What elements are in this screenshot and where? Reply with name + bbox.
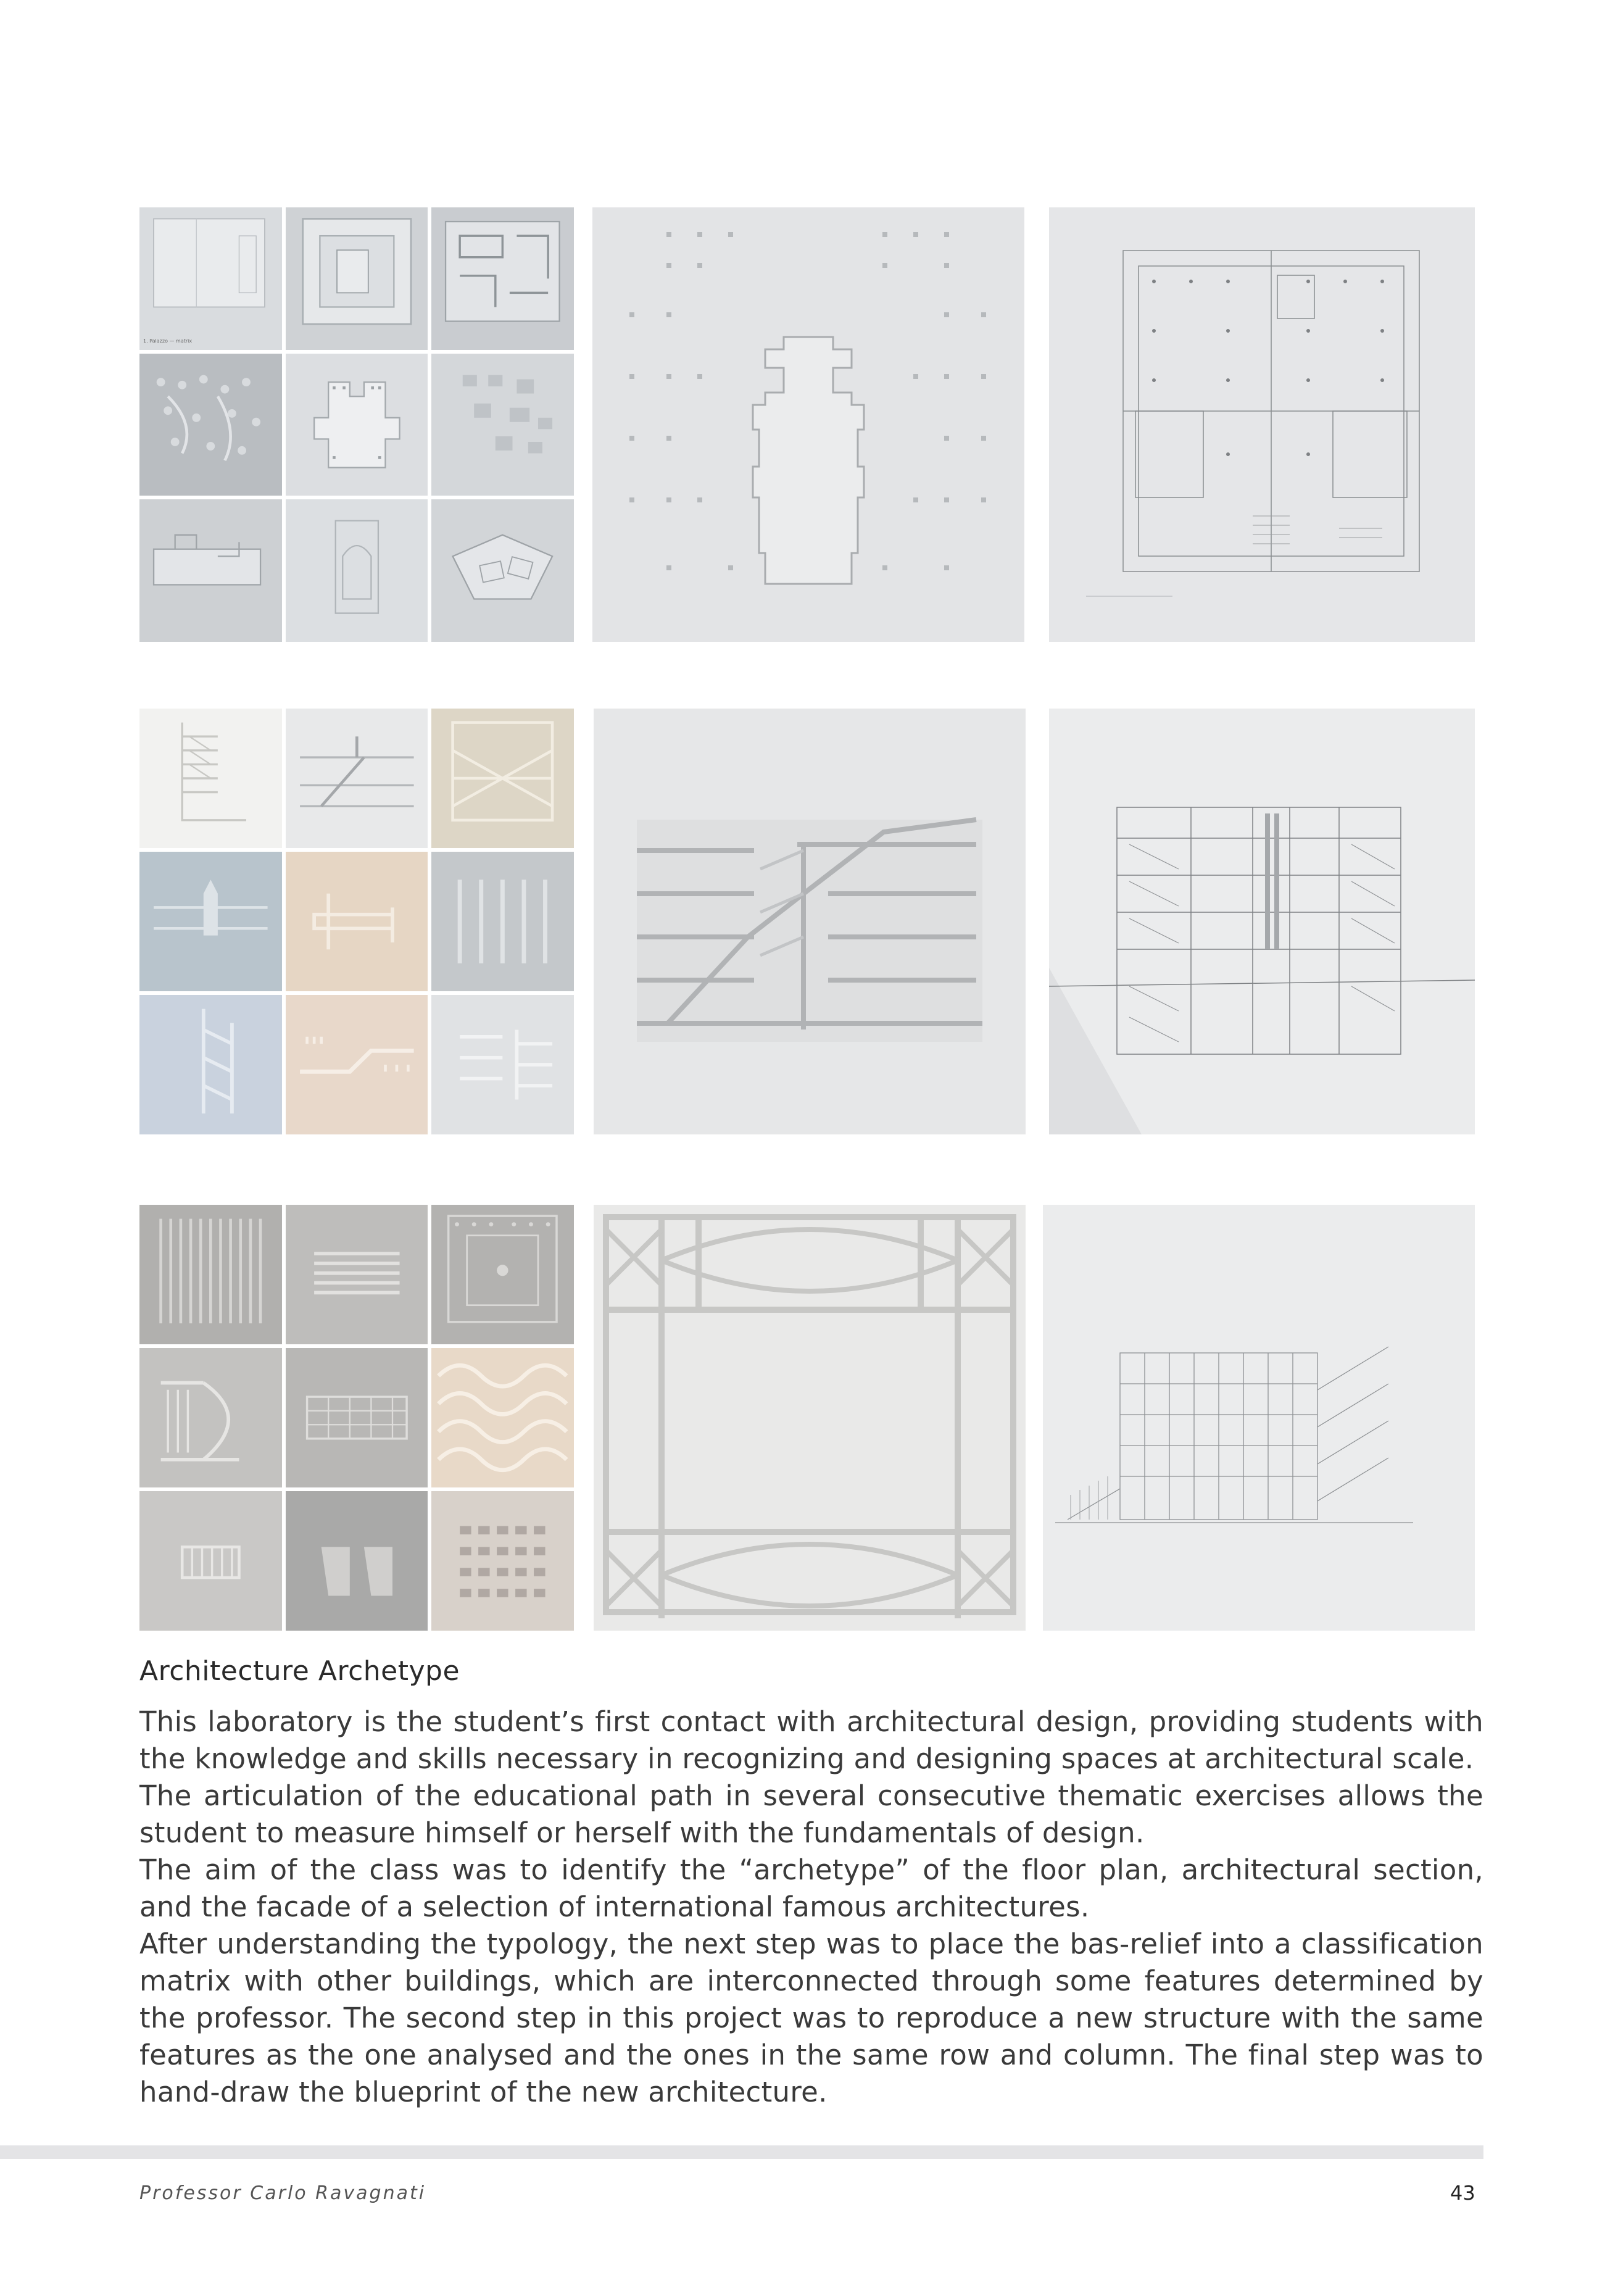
matrix-cell — [431, 1348, 574, 1487]
matrix-cell — [431, 499, 574, 642]
plan-bas-relief-model — [592, 207, 1024, 642]
matrix-cell — [431, 995, 574, 1134]
matrix-cell — [431, 852, 574, 991]
matrix-cell — [139, 995, 282, 1134]
matrix-cell — [139, 354, 282, 496]
section-bas-relief-model — [594, 709, 1026, 1134]
matrix-cell — [286, 995, 428, 1134]
facade-blueprint-drawing — [1043, 1205, 1475, 1631]
paragraph: This laboratory is the student’s first contact with architectural design, providing students with the knowledge and skills necessary in recognizing and designing spaces at architectural scale. — [139, 1705, 1483, 1775]
matrix-cell: 1. Palazzo — matrix — [139, 207, 282, 350]
matrix-cell — [139, 852, 282, 991]
section-blueprint-drawing — [1049, 709, 1475, 1134]
matrix-cell — [286, 354, 428, 496]
footer-divider — [0, 2145, 1483, 2159]
matrix-cell — [286, 709, 428, 848]
matrix-cell — [286, 1205, 428, 1344]
matrix-cell — [139, 1205, 282, 1344]
plan-matrix — [139, 207, 574, 642]
matrix-cell — [139, 709, 282, 848]
matrix-cell — [286, 1348, 428, 1487]
matrix-cell — [139, 1348, 282, 1487]
body-text — [139, 1703, 1483, 2111]
matrix-cell — [139, 1491, 282, 1631]
section-title: Architecture Archetype — [139, 1655, 460, 1687]
facade-bas-relief-model — [594, 1205, 1026, 1631]
matrix-cell — [431, 207, 574, 350]
matrix-cell — [286, 1491, 428, 1631]
page-number: 43 — [1450, 2181, 1475, 2205]
matrix-cell — [431, 1205, 574, 1344]
footer-author: Professor Carlo Ravagnati — [139, 2182, 426, 2204]
paragraph: After understanding the typology, the next step was to place the bas-relief into a classification matrix with other buildings, which are interconnected through some features determined by the professor. The second step in this project was to reproduce a new structure with the same features as the one analysed and the ones in the same row and column. The final step was to hand-draw the blueprint of the new architecture. — [139, 1928, 1483, 2108]
matrix-cell — [286, 852, 428, 991]
section-matrix — [139, 709, 574, 1134]
facade-matrix — [139, 1205, 574, 1631]
paragraph: The articulation of the educational path in several consecutive thematic exercises allows the student to measure himself or herself with the fundamentals of design. — [139, 1779, 1483, 1849]
matrix-cell — [431, 354, 574, 496]
paragraph: The aim of the class was to identify the “archetype” of the floor plan, architectural section, and the facade of a selection of international famous architectures. — [139, 1853, 1483, 1923]
matrix-cell — [286, 207, 428, 350]
matrix-cell — [431, 1491, 574, 1631]
plan-blueprint-drawing — [1049, 207, 1475, 642]
matrix-cell — [286, 499, 428, 642]
matrix-cell — [431, 709, 574, 848]
matrix-cell — [139, 499, 282, 642]
